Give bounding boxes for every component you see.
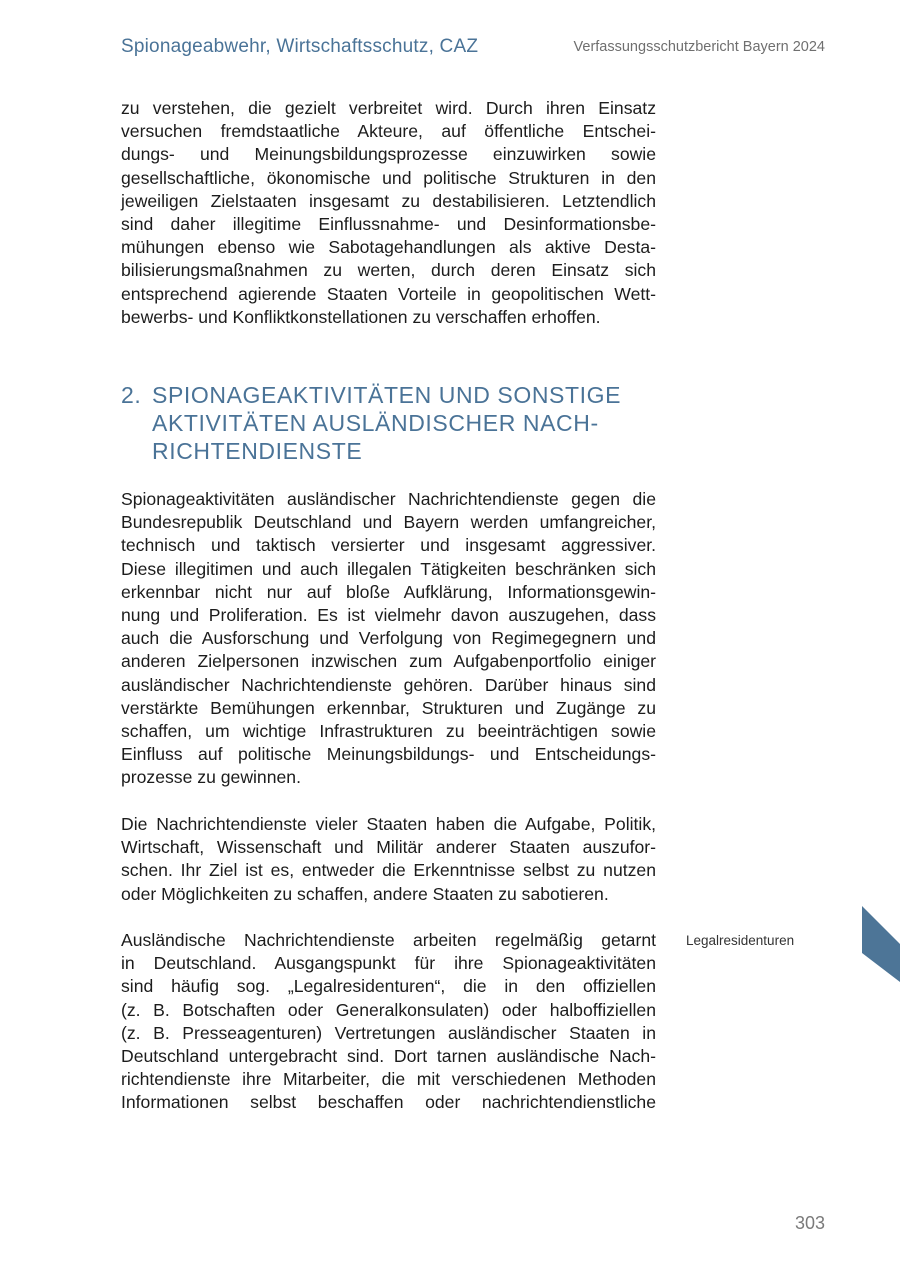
text-line: auch die Ausforschung und Verfolgung von Regimegegnern und [121, 628, 656, 649]
text-line: technisch und taktisch versierter und insgesamt aggressiver. [121, 535, 656, 556]
running-head-report-title: Verfassungsschutzbericht Bayern 2024 [573, 39, 825, 55]
section-number: 2. [121, 382, 142, 408]
chapter-tab-shape [862, 906, 900, 982]
chapter-tab-marker [862, 906, 900, 982]
text-line: Informationen selbst beschaffen oder nachrichtendienstliche [121, 1092, 656, 1113]
margin-note-legalresidenturen: Legalresidenturen [686, 933, 795, 948]
paragraph-2-block [121, 813, 656, 906]
section-title-line: SPIONAGEAKTIVITÄTEN UND SONSTIGE [152, 382, 622, 408]
text-line: Spionageaktivitäten ausländischer Nachrichtendienste gegen die [121, 489, 656, 509]
text-line: (z. B. Botschaften oder Generalkonsulaten) oder halboffiziellen [121, 999, 656, 1020]
text-line: versuchen fremdstaatliche Akteure, auf öffentliche Entschei- [121, 121, 656, 142]
text-line: Deutschland untergebracht sind. Dort tarnen ausländische Nach- [121, 1046, 656, 1067]
text-line: zu verstehen, die gezielt verbreitet wird. Durch ihren Einsatz [121, 98, 656, 118]
text-line: Die Nachrichtendienste vieler Staaten haben die Aufgabe, Politik, [121, 814, 656, 834]
text-line: gesellschaftliche, ökonomische und politische Strukturen in den [121, 167, 656, 188]
paragraph-3 [121, 929, 656, 1115]
section-heading [121, 381, 661, 465]
paragraph-1 [121, 488, 656, 790]
paragraph-2 [121, 813, 656, 906]
text-line: prozesse zu gewinnen. [121, 767, 301, 788]
text-line: verstärkte Bemühungen erkennbar, Strukturen und Zugänge zu [121, 697, 656, 718]
text-line: bilisierungsmaßnahmen zu werten, durch deren Einsatz sich [121, 260, 656, 281]
text-line: Diese illegitimen und auch illegalen Tätigkeiten beschränken sich [121, 558, 656, 579]
text-line: schaffen, um wichtige Infrastrukturen zu beeinträchtigen sowie [121, 721, 656, 742]
text-line: Ausländische Nachrichtendienste arbeiten regelmäßig getarnt [121, 930, 656, 950]
text-line: anderen Zielpersonen inzwischen zum Aufgabenportfolio einiger [121, 651, 656, 672]
text-line: schen. Ihr Ziel ist es, entweder die Erkenntnisse selbst zu nutzen [121, 860, 656, 881]
paragraph-3-block [121, 929, 656, 1115]
section-title-line: AKTIVITÄTEN AUSLÄNDISCHER NACH- [152, 410, 599, 436]
intro-paragraph-block [121, 97, 656, 329]
text-line: entsprechend agierende Staaten Vorteile in geopolitischen Wett- [121, 283, 656, 304]
intro-paragraph [121, 97, 656, 329]
text-line: bewerbs- und Konfliktkonstellationen zu verschaffen erhoffen. [121, 306, 601, 327]
text-line: mühungen ebenso wie Sabotagehandlungen als aktive Desta- [121, 237, 656, 258]
text-line: oder Möglichkeiten zu schaffen, andere Staaten zu sabotieren. [121, 883, 609, 904]
text-line: in Deutschland. Ausgangspunkt für ihre Spionageaktivitäten [121, 953, 656, 974]
section-title-line: RICHTENDIENSTE [152, 438, 363, 464]
text-line: sind daher illegitime Einflussnahme- und Desinformationsbe- [121, 214, 656, 235]
text-line: Bundesrepublik Deutschland und Bayern werden umfangreicher, [121, 512, 656, 533]
page-number: 303 [794, 1213, 825, 1233]
text-line: Einfluss auf politische Meinungsbildungs- und Entscheidungs- [121, 744, 656, 765]
text-line: erkennbar nicht nur auf bloße Aufklärung, Informationsgewin- [121, 581, 656, 602]
text-line: richtendienste ihre Mitarbeiter, die mit verschiedenen Methoden [121, 1069, 656, 1090]
text-line: Wirtschaft, Wissenschaft und Militär anderer Staaten auszufor- [121, 837, 656, 858]
paragraph-1-block [121, 488, 656, 790]
running-head-section-title: Spionageabwehr, Wirtschaftsschutz, CAZ [121, 36, 479, 57]
text-line: sind häufig sog. „Legalresidenturen“, die in den offiziellen [121, 976, 656, 997]
text-line: (z. B. Presseagenturen) Vertretungen ausländischer Staaten in [121, 1022, 656, 1043]
text-line: dungs- und Meinungsbildungsprozesse einzuwirken sowie [121, 144, 656, 165]
text-line: ausländischer Nachrichtendienste gehören. Darüber hinaus sind [121, 674, 656, 695]
text-line: nung und Proliferation. Es ist vielmehr davon auszugehen, dass [121, 605, 656, 626]
text-line: jeweiligen Zielstaaten insgesamt zu destabilisieren. Letztendlich [121, 190, 656, 211]
